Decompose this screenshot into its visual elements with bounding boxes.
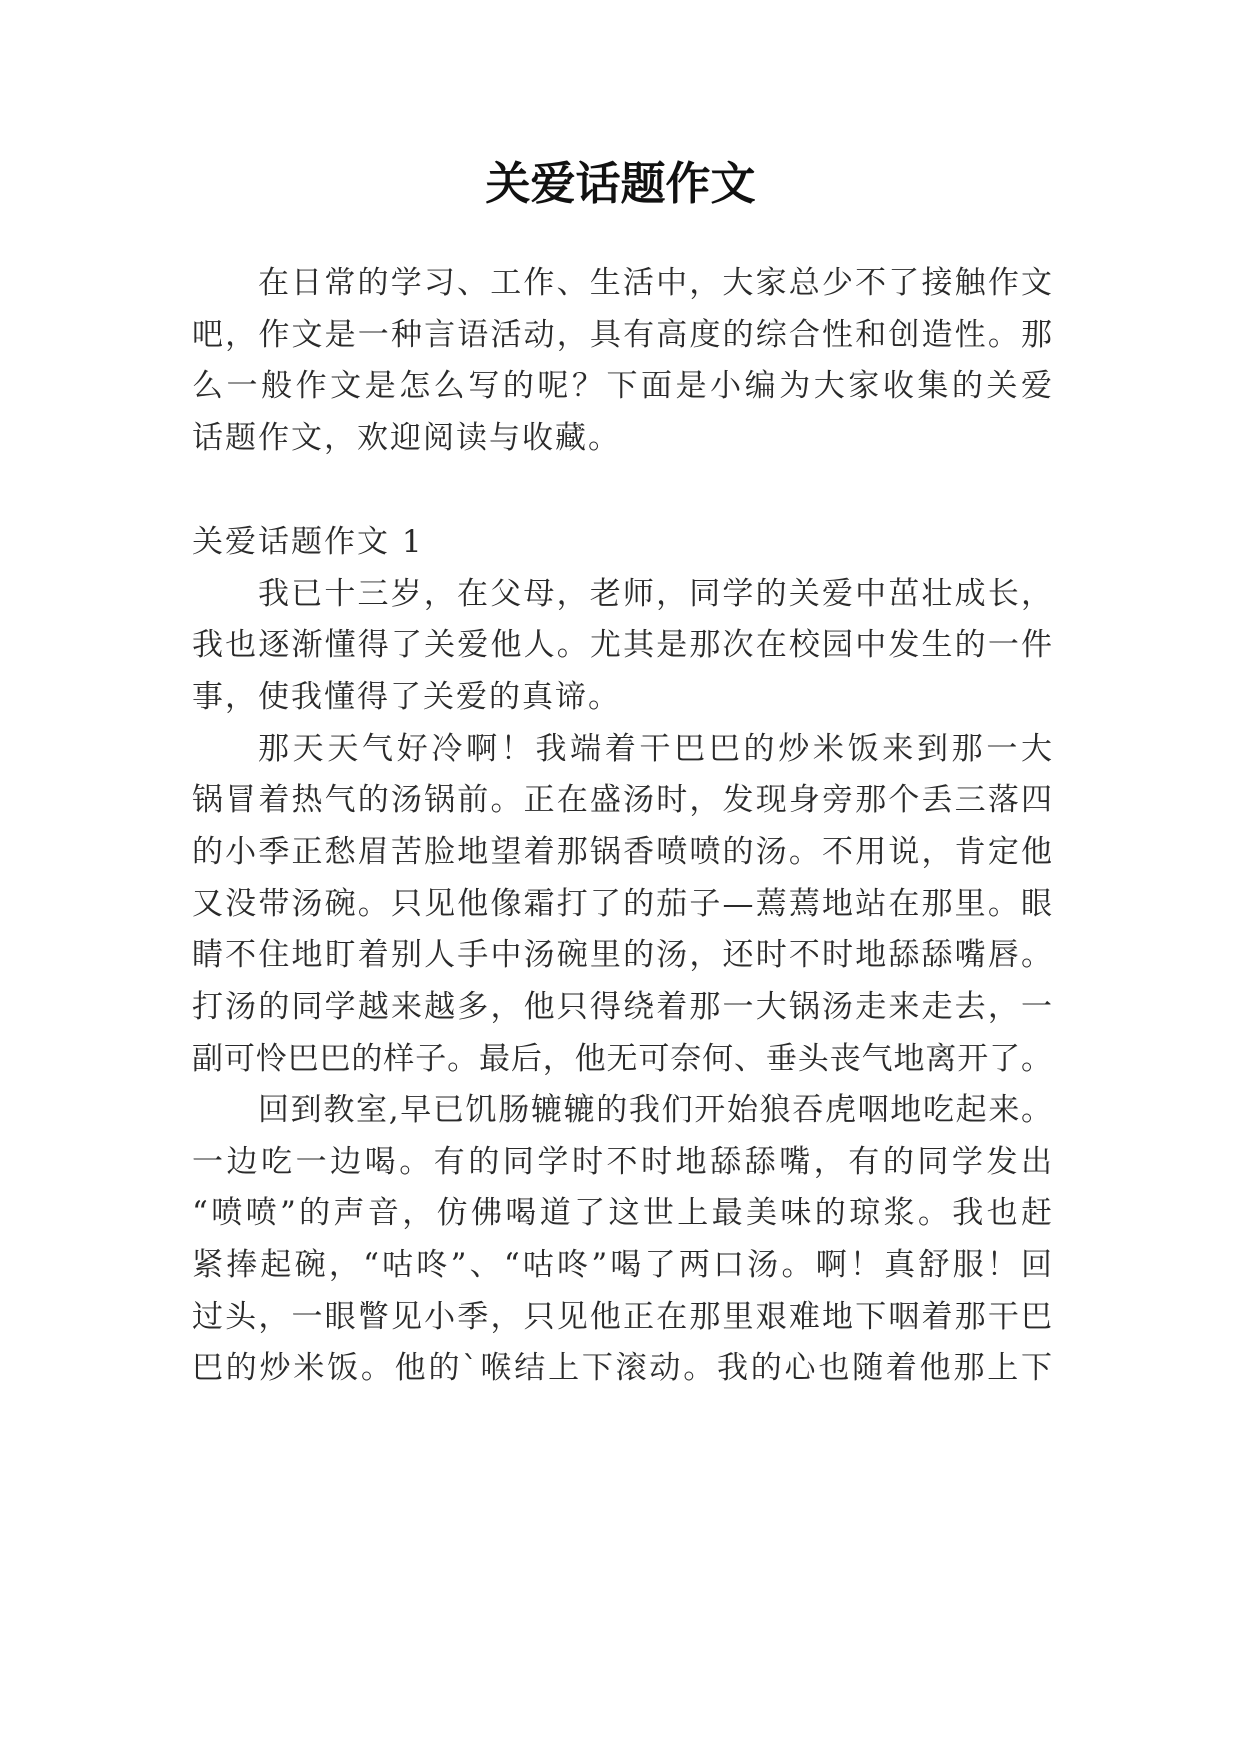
paragraph-line: 睛不住地盯着别人手中汤碗里的汤，还时不时地舔舔嘴唇。 [192,937,1052,973]
paragraph-line: “喷喷”的声音，仿佛喝道了这世上最美味的琼浆。我也赶 [192,1195,1052,1231]
paragraph-line: 一边吃一边喝。有的同学时不时地舔舔嘴，有的同学发出 [192,1144,1052,1180]
paragraph-line: 锅冒着热气的汤锅前。正在盛汤时，发现身旁那个丢三落四 [192,782,1052,818]
paragraph-line: 那天天气好冷啊！我端着干巴巴的炒米饭来到那一大 [258,731,1052,767]
intro-line: 么一般作文是怎么写的呢？下面是小编为大家收集的关爱 [192,368,1052,404]
paragraph-line: 紧捧起碗，“咕咚”、“咕咚”喝了两口汤。啊！真舒服！回 [192,1247,1052,1283]
paragraph-line: 我已十三岁，在父母，老师，同学的关爱中茁壮成长， [258,576,1052,612]
intro-line: 话题作文，欢迎阅读与收藏。 [192,420,621,456]
intro-line: 在日常的学习、工作、生活中，大家总少不了接触作文 [258,265,1052,301]
paragraph-line: 回到教室,早已饥肠辘辘的我们开始狼吞虎咽地吃起来。 [258,1092,1052,1128]
paragraph-line: 打汤的同学越来越多，他只得绕着那一大锅汤走来走去，一 [192,989,1052,1025]
paragraph-line: 我也逐渐懂得了关爱他人。尤其是那次在校园中发生的一件 [192,627,1052,663]
paragraph-line: 又没带汤碗。只见他像霜打了的茄子—蔫蔫地站在那里。眼 [192,886,1052,922]
paragraph-line: 副可怜巴巴的样子。最后，他无可奈何、垂头丧气地离开了。 [192,1041,1052,1077]
paragraph-line: 巴的炒米饭。他的`喉结上下滚动。我的心也随着他那上下 [192,1350,1052,1386]
intro-line: 吧，作文是一种言语活动，具有高度的综合性和创造性。那 [192,317,1052,353]
essay-heading: 关爱话题作文 1 [192,524,424,560]
paragraph-line: 的小季正愁眉苦脸地望着那锅香喷喷的汤。不用说，肯定他 [192,834,1052,870]
paragraph-line: 过头，一眼瞥见小季，只见他正在那里艰难地下咽着那干巴 [192,1299,1052,1335]
paragraph-line: 事，使我懂得了关爱的真谛。 [192,679,621,715]
document-title: 关爱话题作文 [485,157,756,210]
